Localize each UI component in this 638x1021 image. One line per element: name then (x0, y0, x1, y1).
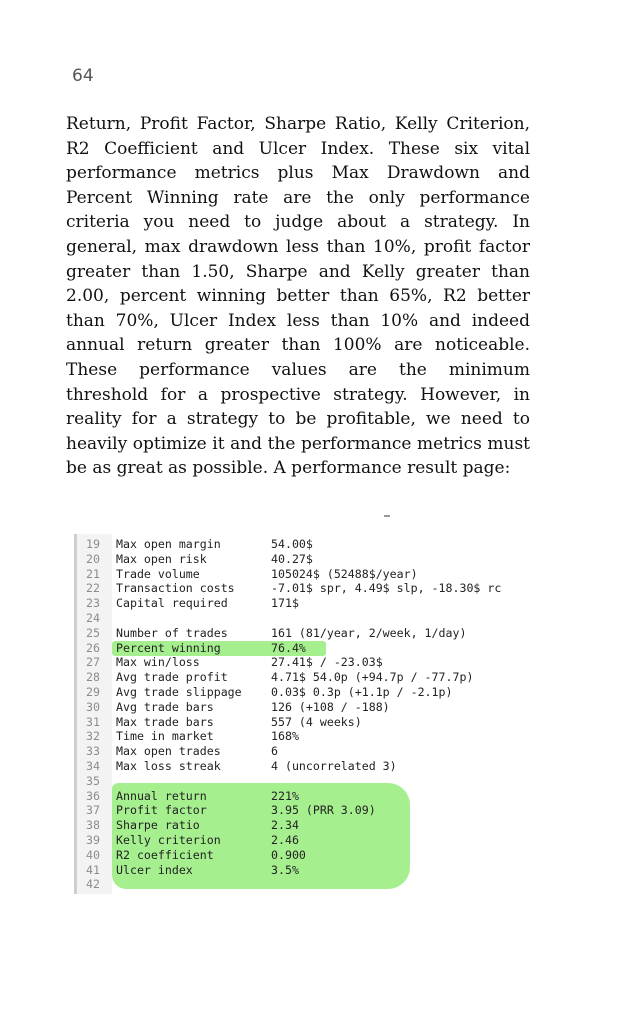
result-line (74, 715, 530, 730)
line-number: 24 (86, 611, 100, 625)
result-line (74, 552, 530, 567)
line-number: 19 (86, 537, 100, 551)
result-line (74, 848, 530, 863)
result-line (74, 833, 530, 848)
metric-label: Trade volume (116, 566, 200, 581)
performance-result-screenshot (74, 534, 530, 894)
line-number: 35 (86, 773, 100, 788)
result-line (74, 818, 530, 833)
metric-value: 105024$ (52488$/year) (271, 566, 418, 581)
metric-value: 3.95 (PRR 3.09) (271, 803, 376, 818)
metric-label: Max win/loss (116, 655, 200, 670)
metric-value: 4 (uncorrelated 3) (271, 759, 397, 773)
metric-label: Capital required (116, 596, 228, 611)
line-number: 26 (86, 640, 100, 655)
result-line (74, 744, 530, 759)
result-line (74, 537, 530, 552)
metric-label: Ulcer index (116, 862, 193, 877)
metric-label: Kelly criterion (116, 833, 221, 847)
page-number: 64 (72, 66, 94, 86)
result-line (74, 567, 530, 582)
result-line (74, 700, 530, 715)
result-line (74, 774, 530, 789)
line-number: 28 (86, 670, 100, 685)
metric-label: Avg trade slippage (116, 685, 242, 699)
result-line (74, 759, 530, 774)
metric-label: Percent winning (116, 640, 221, 655)
metric-value: 557 (4 weeks) (271, 714, 362, 729)
metric-label: Max open risk (116, 551, 207, 566)
result-line (74, 611, 530, 626)
line-number: 25 (86, 625, 100, 640)
metric-value: -7.01$ spr, 4.49$ slp, -18.30$ rc (271, 581, 502, 596)
result-line (74, 670, 530, 685)
metric-label: Profit factor (116, 803, 207, 818)
line-number: 36 (86, 788, 100, 803)
metric-value: 27.41$ / -23.03$ (271, 655, 383, 670)
metric-label: Number of trades (116, 625, 228, 640)
metric-label: R2 coefficient (116, 847, 214, 862)
result-line (74, 626, 530, 641)
line-number: 27 (86, 655, 100, 670)
result-line (74, 789, 530, 804)
body-paragraph: Return, Profit Factor, Sharpe Ratio, Kelly Criterion, R2 Coefficient and Ulcer Index. These six vital performance metrics plus Max Drawdown and Percent Winning rate are the only performance criteria you need to judge about a strategy. In general, max drawdown less than 10%, profit factor greater than 1.50, Sharpe and Kelly greater than 2.00, percent winning better than 65%, R2 better than 70%, Ulcer Index less than 10% and indeed annual return greater than 100% are noticeable. These performance values are the minimum threshold for a prospective strategy. However, in reality for a strategy to be profitable, we need to heavily optimize it and the performance metrics must be as great as possible. A performance result page: (66, 114, 530, 479)
line-number: 20 (86, 551, 100, 566)
result-line (74, 641, 530, 656)
line-number: 32 (86, 729, 100, 744)
metric-value: 161 (81/year, 2/week, 1/day) (271, 625, 467, 640)
separator-mark (384, 515, 390, 517)
metric-label: Time in market (116, 729, 214, 744)
metric-value: 126 (+108 / -188) (271, 699, 390, 714)
result-line (74, 863, 530, 878)
metric-label: Sharpe ratio (116, 818, 200, 833)
metric-value: 168% (271, 729, 299, 744)
line-number: 30 (86, 699, 100, 714)
metric-value: 40.27$ (271, 551, 313, 566)
line-number: 34 (86, 759, 100, 773)
metric-label: Avg trade profit (116, 670, 228, 685)
metric-label: Annual return (116, 788, 207, 803)
line-number: 29 (86, 685, 100, 699)
metric-value: 221% (271, 788, 299, 803)
line-number: 42 (86, 877, 100, 892)
metric-value: 171$ (271, 596, 299, 611)
metric-label: Transaction costs (116, 581, 235, 596)
line-number: 37 (86, 803, 100, 818)
line-number: 38 (86, 818, 100, 833)
result-line (74, 803, 530, 818)
metric-value: 76.4% (271, 640, 306, 655)
result-line (74, 877, 530, 892)
result-line (74, 729, 530, 744)
line-number: 23 (86, 596, 100, 611)
line-number: 40 (86, 847, 100, 862)
metric-value: 0.03$ 0.3p (+1.1p / -2.1p) (271, 685, 453, 699)
line-number: 21 (86, 566, 100, 581)
metric-label: Max loss streak (116, 759, 221, 773)
line-number: 39 (86, 833, 100, 847)
result-line (74, 581, 530, 596)
metric-value: 2.46 (271, 833, 299, 847)
metric-value: 54.00$ (271, 537, 313, 551)
metric-label: Avg trade bars (116, 699, 214, 714)
metric-label: Max open margin (116, 537, 221, 551)
line-number: 33 (86, 744, 100, 759)
metric-label: Max trade bars (116, 714, 214, 729)
metric-value: 2.34 (271, 818, 299, 833)
line-number: 41 (86, 862, 100, 877)
line-number: 22 (86, 581, 100, 596)
metric-value: 0.900 (271, 847, 306, 862)
metric-value: 3.5% (271, 862, 299, 877)
line-number: 31 (86, 714, 100, 729)
result-line (74, 685, 530, 700)
metric-label: Max open trades (116, 744, 221, 759)
result-line (74, 596, 530, 611)
metric-value: 4.71$ 54.0p (+94.7p / -77.7p) (271, 670, 474, 685)
metric-value: 6 (271, 744, 278, 759)
result-line (74, 655, 530, 670)
